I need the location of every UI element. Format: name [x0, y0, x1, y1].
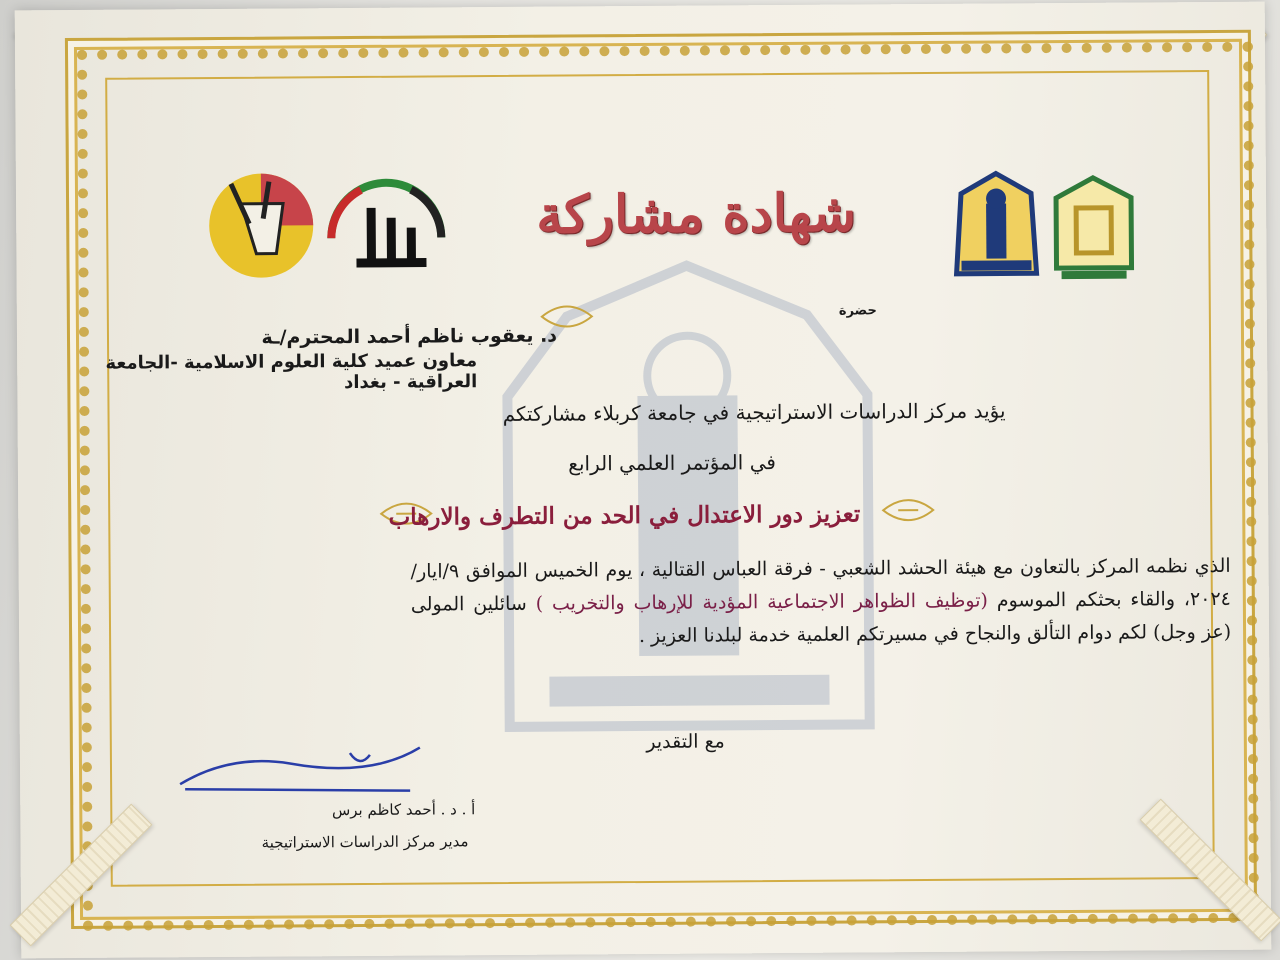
salutation: حضرة: [838, 303, 877, 319]
recipient-position: معاون عميد كلية العلوم الاسلامية -الجامعة العراقية - بغداد: [105, 350, 478, 394]
pen-hand-logo: [201, 163, 322, 284]
signatory-name: أ . د . أحمد كاظم برس: [331, 800, 476, 820]
signatory-role: مدير مركز الدراسات الاستراتيجية: [261, 832, 469, 852]
conference-topic: تعزيز دور الاعتدال في الحد من التطرف والارهاب: [388, 500, 861, 531]
body-text-part-1: الذي نظمه المركز بالتعاون مع هيئة الحشد الشعبي - فرقة العباس القتالية ، يوم الخميس الموافق ٩/ايار/٢٠٢٤، والقاء بحثكم الموسوم: [410, 554, 1231, 612]
certificate-sheet: [15, 2, 1272, 959]
gold-ornament: [878, 490, 938, 530]
certification-line-1: يؤيد مركز الدراسات الاستراتيجية في جامعة كربلاء مشاركتكم: [502, 398, 1006, 426]
body-text-part-2: سائلين المولى (عز وجل) لكم دوام التألق والنجاح في مسيرتكم العلمية خدمة لبلدنا العزيز .: [410, 592, 1232, 648]
certification-line-2: في المؤتمر العلمي الرابع: [568, 450, 776, 476]
certificate-title: شهادة مشاركة: [536, 182, 857, 246]
popular-mobilization-logo: [316, 167, 457, 288]
university-of-karbala-logo: [1046, 173, 1142, 284]
research-title: (توظيف الظواهر الاجتماعية المؤدية للإرهاب والتخريب ): [535, 589, 988, 615]
certificate-body: [411, 550, 1232, 655]
recipient-name: د. يعقوب ناظم أحمد المحترم/ـة: [261, 324, 558, 349]
university-of-karbala-center-logo: [951, 168, 1042, 284]
closing-text: مع التقدير: [646, 730, 725, 753]
